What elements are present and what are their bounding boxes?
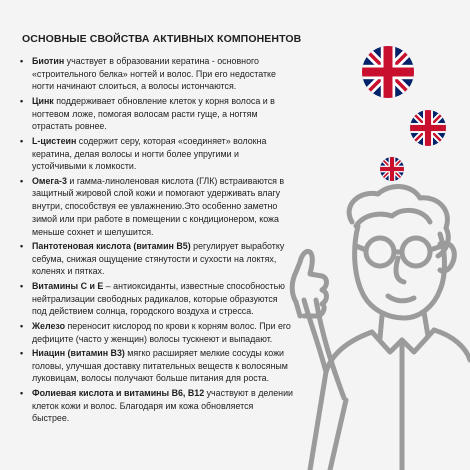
item-title: Цинк — [32, 95, 54, 106]
item-text: участвуют в делении клеток кожи и волос. Благодаря им кожа обновляется быстрее. — [32, 387, 293, 424]
section-heading: ОСНОВНЫЕ СВОЙСТВА АКТИВНЫХ КОМПОНЕНТОВ — [22, 33, 302, 45]
item-title: Витамины С и Е — [32, 280, 104, 291]
bullet: • — [20, 320, 24, 331]
uk-flag-icon — [379, 156, 404, 181]
man-thumbs-up-illustration — [292, 187, 470, 470]
item-title: Омега-3 — [32, 175, 67, 186]
bullet: • — [20, 348, 24, 359]
bullet: • — [20, 95, 24, 106]
item-text: переносит кислород по крови к корням волос. При его дефиците (часто у женщин) волосы тускнеют и выпадают. — [32, 320, 291, 344]
bullet: • — [20, 280, 24, 291]
item-text: поддерживает обновление клеток у корня волоса и в ногтевом ложе, помогая волосам расти гуще, а ногтям отрастать ровнее. — [32, 95, 275, 132]
item-text: – антиоксиданты, известные способностью нейтрализации свободных радикалов, которые образуются под действием солнца, городского воздуха и стресса. — [32, 280, 285, 317]
bullet: • — [20, 135, 24, 146]
uk-flag-icon — [361, 45, 415, 99]
item-title: Пантотеновая кислота (витамин B5) — [32, 241, 191, 252]
bullet: • — [20, 241, 24, 252]
uk-flag-icon — [409, 109, 446, 146]
bullet: • — [20, 387, 24, 398]
item-title: Ниацин (витамин B3) — [32, 348, 125, 359]
item-text: мягко расширяет мелкие сосуды кожи головы, улучшая доставку питательных веществ к волосяным луковицам, волосы получают больше питания для роста. — [32, 348, 288, 384]
item-text: регулирует выработку себума, снижая ощущение стянутости и сухости на локтях, коленях и пятках. — [32, 241, 285, 277]
item-text: и гамма-линоленовая кислота (ГЛК) встраиваются в защитный жировой слой кожи и помогают удерживать влагу внутри, способствуя ее увлажнению.Это особенно заметно зимой или при работе в помещении с кондиционером, кожа меньше сохнет и шелушится. — [32, 175, 285, 237]
item-title: Биотин — [32, 56, 65, 66]
bullet: • — [20, 175, 24, 186]
item-title: Фолиевая кислота и витамины B6, B12 — [32, 387, 205, 398]
item-title: L-цистеин — [32, 135, 77, 146]
bullet: • — [20, 56, 24, 66]
item-title: Железо — [32, 320, 66, 331]
item-text: участвует в образовании кератина - основного «строительного белка» ногтей и волос. При его недостатке ногти начинают слоиться, а волосы истончаются. — [32, 56, 276, 92]
item-text: содержит серу, которая «соединяет» волокна кератина, делая волосы и ногти более упругими и устойчивыми к ломкости. — [32, 135, 267, 172]
